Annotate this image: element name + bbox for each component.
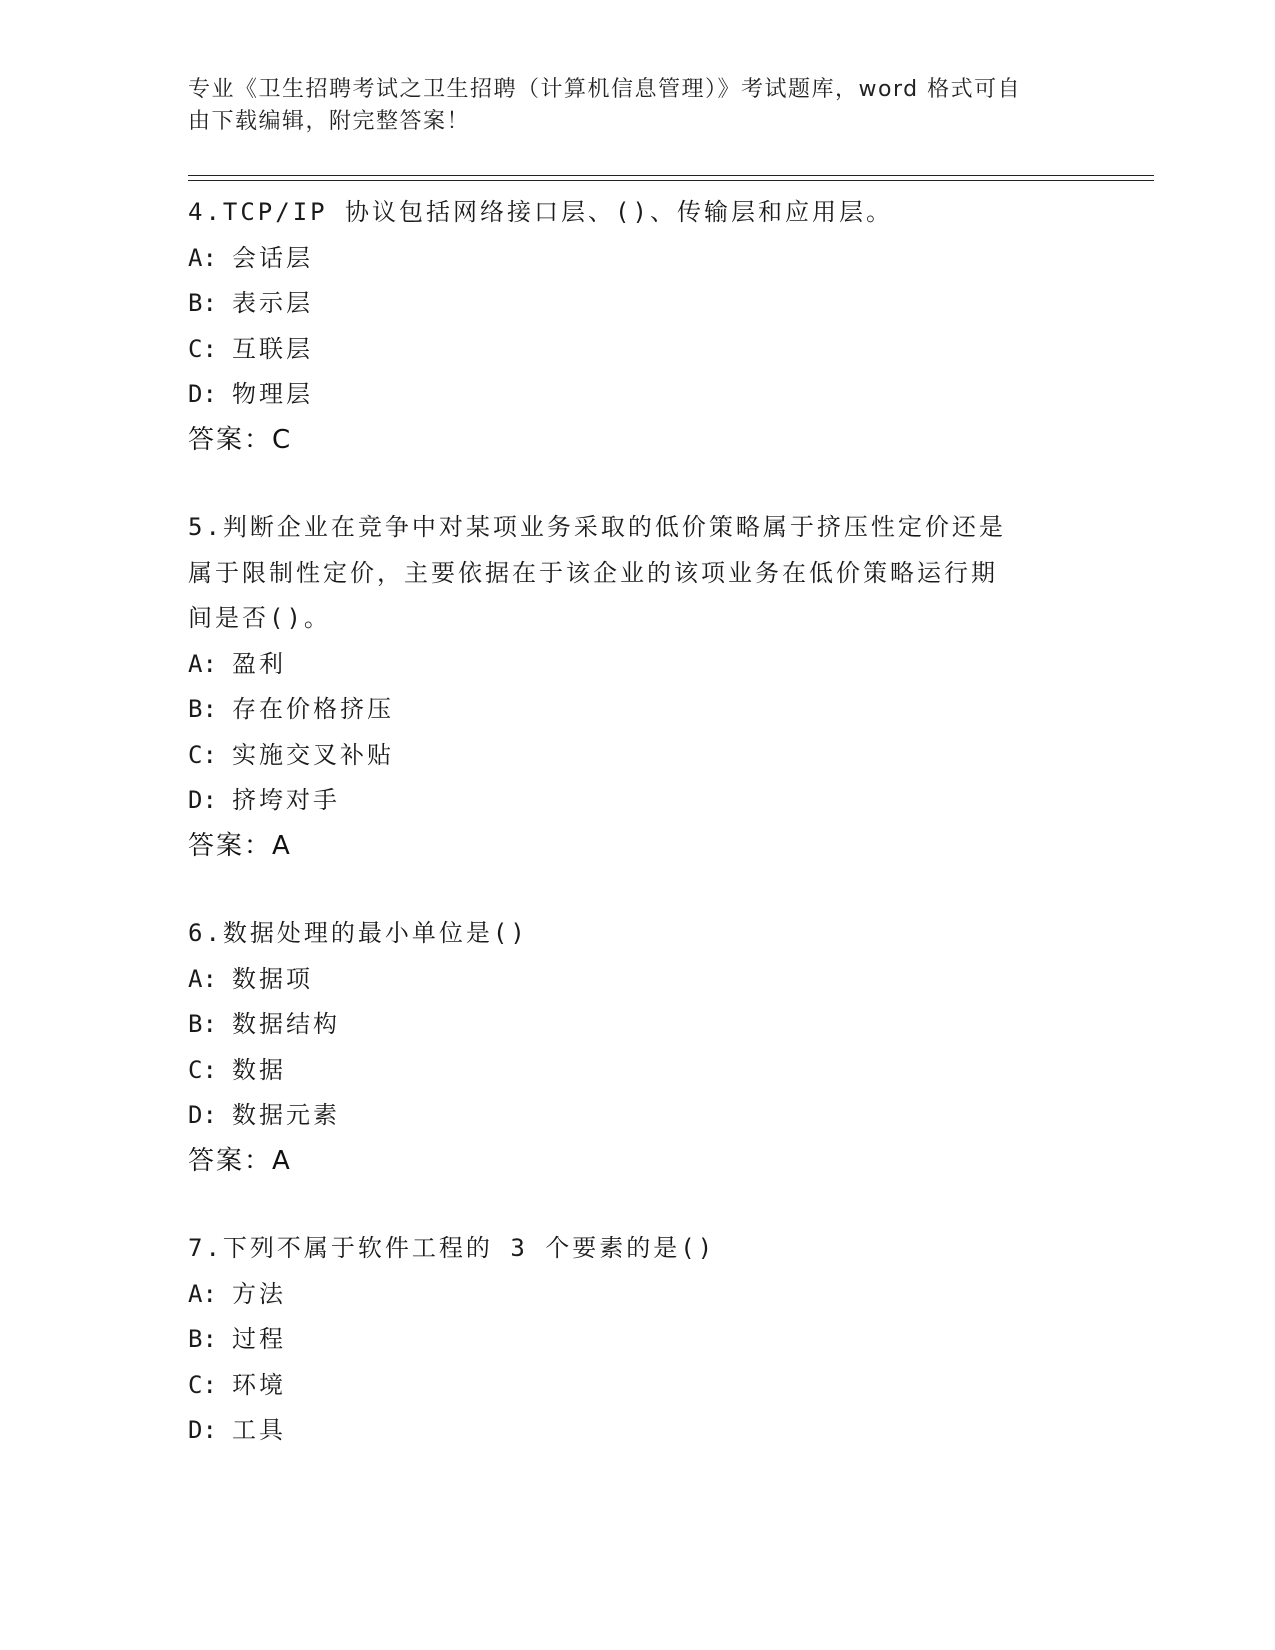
option-text: 会话层: [232, 243, 313, 272]
option-text: 物理层: [232, 380, 313, 408]
option-text: 表示层: [232, 289, 313, 317]
header-line-2: 由下载编辑，附完整答案！: [188, 109, 471, 134]
answer-line: 答案：A: [188, 1145, 292, 1176]
option-label: C:: [188, 740, 217, 769]
question-block: [188, 190, 1088, 463]
option-label: B:: [188, 695, 217, 723]
answer-option: [188, 1317, 1088, 1363]
question-block: [188, 505, 1088, 869]
answer-option: [188, 372, 1088, 418]
answer-line: 答案：C: [188, 424, 293, 455]
option-label: B:: [188, 1325, 217, 1353]
question-list: [188, 190, 1088, 1496]
option-text: 方法: [232, 1279, 286, 1308]
answer-option: [188, 281, 1088, 327]
option-label: D:: [188, 1416, 217, 1444]
option-text: 工具: [232, 1416, 286, 1444]
option-label: A:: [188, 964, 217, 993]
option-label: B:: [188, 289, 217, 317]
header-divider-bottom: [188, 180, 1154, 181]
answer-option: [188, 957, 1088, 1003]
option-label: D:: [188, 380, 217, 408]
answer-option: [188, 1272, 1088, 1318]
answer-option: [188, 778, 1088, 824]
question-stem-line: 4.TCP/IP 协议包括网络接口层、()、传输层和应用层。: [188, 198, 893, 226]
question-stem-line: 6.数据处理的最小单位是(): [188, 919, 528, 947]
document-header: [188, 74, 1088, 138]
option-label: A:: [188, 1279, 217, 1308]
answer-line: 答案：A: [188, 830, 292, 861]
answer-option: [188, 733, 1088, 779]
option-label: A:: [188, 243, 217, 272]
option-text: 数据项: [232, 964, 313, 993]
option-label: D:: [188, 1101, 217, 1129]
answer-option: [188, 1093, 1088, 1139]
question-block: [188, 911, 1088, 1184]
option-label: B:: [188, 1010, 217, 1038]
option-label: A:: [188, 649, 217, 678]
option-text: 互联层: [232, 334, 313, 363]
answer-option: [188, 1002, 1088, 1048]
option-label: C:: [188, 1370, 217, 1399]
option-text: 过程: [232, 1325, 286, 1353]
answer-option: [188, 1048, 1088, 1094]
header-line-1: 专业《卫生招聘考试之卫生招聘（计算机信息管理）》考试题库，word 格式可自: [188, 77, 1022, 102]
answer-option: [188, 236, 1088, 282]
option-label: C:: [188, 334, 217, 363]
question-block: [188, 1226, 1088, 1454]
question-stem-line: 间是否()。: [188, 604, 331, 632]
option-label: C:: [188, 1055, 217, 1084]
question-stem-line: 5.判断企业在竞争中对某项业务采取的低价策略属于挤压性定价还是: [188, 513, 1006, 541]
question-stem-line: 7.下列不属于软件工程的 3 个要素的是(): [188, 1234, 716, 1262]
option-text: 存在价格挤压: [232, 695, 394, 723]
answer-option: [188, 687, 1088, 733]
option-text: 环境: [232, 1370, 286, 1399]
option-label: D:: [188, 786, 217, 814]
answer-option: [188, 1363, 1088, 1409]
option-text: 实施交叉补贴: [232, 740, 394, 769]
answer-option: [188, 642, 1088, 688]
answer-option: [188, 1408, 1088, 1454]
option-text: 挤垮对手: [232, 786, 340, 814]
option-text: 数据结构: [232, 1010, 340, 1038]
header-divider-top: [188, 175, 1154, 176]
question-stem-line: 属于限制性定价，主要依据在于该企业的该项业务在低价策略运行期: [188, 558, 998, 587]
answer-option: [188, 327, 1088, 373]
option-text: 数据元素: [232, 1101, 340, 1129]
option-text: 数据: [232, 1055, 286, 1084]
option-text: 盈利: [232, 649, 286, 678]
